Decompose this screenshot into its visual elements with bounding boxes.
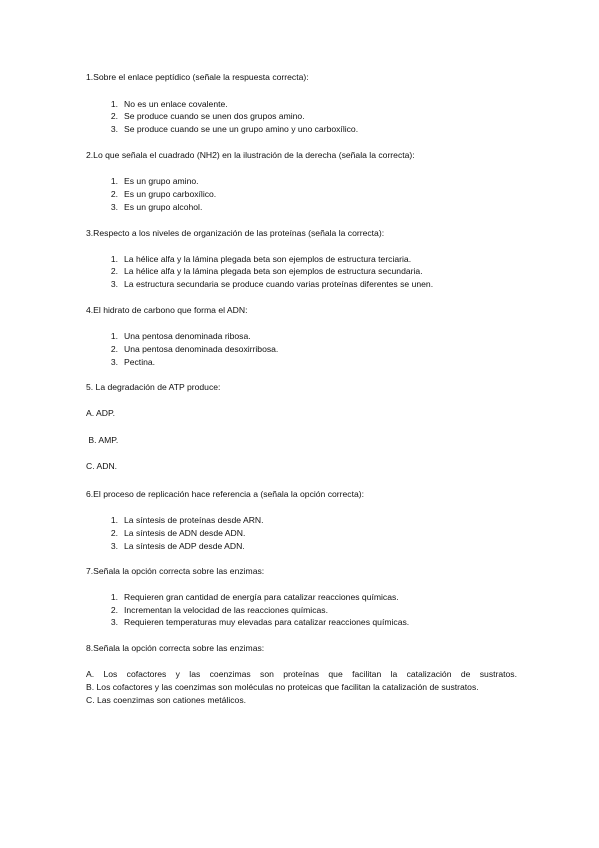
question-8-title: 8.Señala la opción correcta sobre las enzimas: <box>86 643 265 653</box>
option-text: Es un grupo alcohol. <box>124 202 203 212</box>
option-number: 3. <box>110 617 118 627</box>
option-number: 1. <box>110 176 118 186</box>
option-number: 1. <box>110 331 118 341</box>
question-5-option-b: B. AMP. <box>86 435 119 445</box>
option-text: La hélice alfa y la lámina plegada beta son ejemplos de estructura secundaria. <box>124 266 423 276</box>
option-number: 1. <box>110 254 118 264</box>
option-number: 3. <box>110 279 118 289</box>
question-8-option-c: C. Las coenzimas son cationes metálicos. <box>86 695 247 705</box>
option-text: La síntesis de ADN desde ADN. <box>124 528 246 538</box>
option-number: 3. <box>110 541 118 551</box>
option-text: La estructura secundaria se produce cuando varias proteínas diferentes se unen. <box>124 279 434 289</box>
option-text: Una pentosa denominada desoxirribosa. <box>124 344 279 354</box>
option-text: Requieren gran cantidad de energía para catalizar reacciones químicas. <box>124 592 399 602</box>
option-number: 3. <box>110 357 118 367</box>
option-text: La síntesis de proteínas desde ARN. <box>124 515 264 525</box>
option-text: Se produce cuando se une un grupo amino y uno carboxílico. <box>124 124 359 134</box>
question-8-option-a: A. Los cofactores y las coenzimas son proteínas que facilitan la catalización de sustratos. <box>86 669 517 679</box>
option-text: La hélice alfa y la lámina plegada beta son ejemplos de estructura terciaria. <box>124 254 412 264</box>
option-number: 1. <box>110 515 118 525</box>
option-text: La síntesis de ADP desde ADN. <box>124 541 245 551</box>
question-3-title: 3.Respecto a los niveles de organización de las proteínas (señala la correcta): <box>86 228 385 238</box>
question-4-title: 4.El hidrato de carbono que forma el ADN: <box>86 305 248 315</box>
question-1-title: 1.Sobre el enlace peptídico (señale la respuesta correcta): <box>86 72 309 82</box>
option-text: Es un grupo carboxílico. <box>124 189 217 199</box>
option-number: 2. <box>110 528 118 538</box>
question-2-title: 2.Lo que señala el cuadrado (NH2) en la ilustración de la derecha (señala la correcta): <box>86 150 415 160</box>
question-6-title: 6.El proceso de replicación hace referencia a (señala la opción correcta): <box>86 489 365 499</box>
question-8-option-b: B. Los cofactores y las coenzimas son moléculas no proteicas que facilitan la catalización de sustratos. <box>86 682 479 692</box>
option-number: 1. <box>110 99 118 109</box>
option-text: Pectina. <box>124 357 156 367</box>
option-text: Es un grupo amino. <box>124 176 199 186</box>
option-number: 2. <box>110 344 118 354</box>
option-text: Se produce cuando se unen dos grupos amino. <box>124 111 305 121</box>
option-number: 3. <box>110 124 118 134</box>
question-5-option-c: C. ADN. <box>86 461 118 471</box>
option-number: 3. <box>110 202 118 212</box>
option-number: 2. <box>110 111 118 121</box>
question-7-title: 7.Señala la opción correcta sobre las enzimas: <box>86 566 265 576</box>
question-5-title: 5. La degradación de ATP produce: <box>86 382 221 392</box>
option-number: 2. <box>110 266 118 276</box>
option-number: 1. <box>110 592 118 602</box>
option-text: Incrementan la velocidad de las reacciones químicas. <box>124 605 328 615</box>
option-number: 2. <box>110 605 118 615</box>
option-text: No es un enlace covalente. <box>124 99 228 109</box>
question-5-option-a: A. ADP. <box>86 408 115 418</box>
option-text: Una pentosa denominada ribosa. <box>124 331 251 341</box>
option-text: Requieren temperaturas muy elevadas para catalizar reacciones químicas. <box>124 617 410 627</box>
option-number: 2. <box>110 189 118 199</box>
